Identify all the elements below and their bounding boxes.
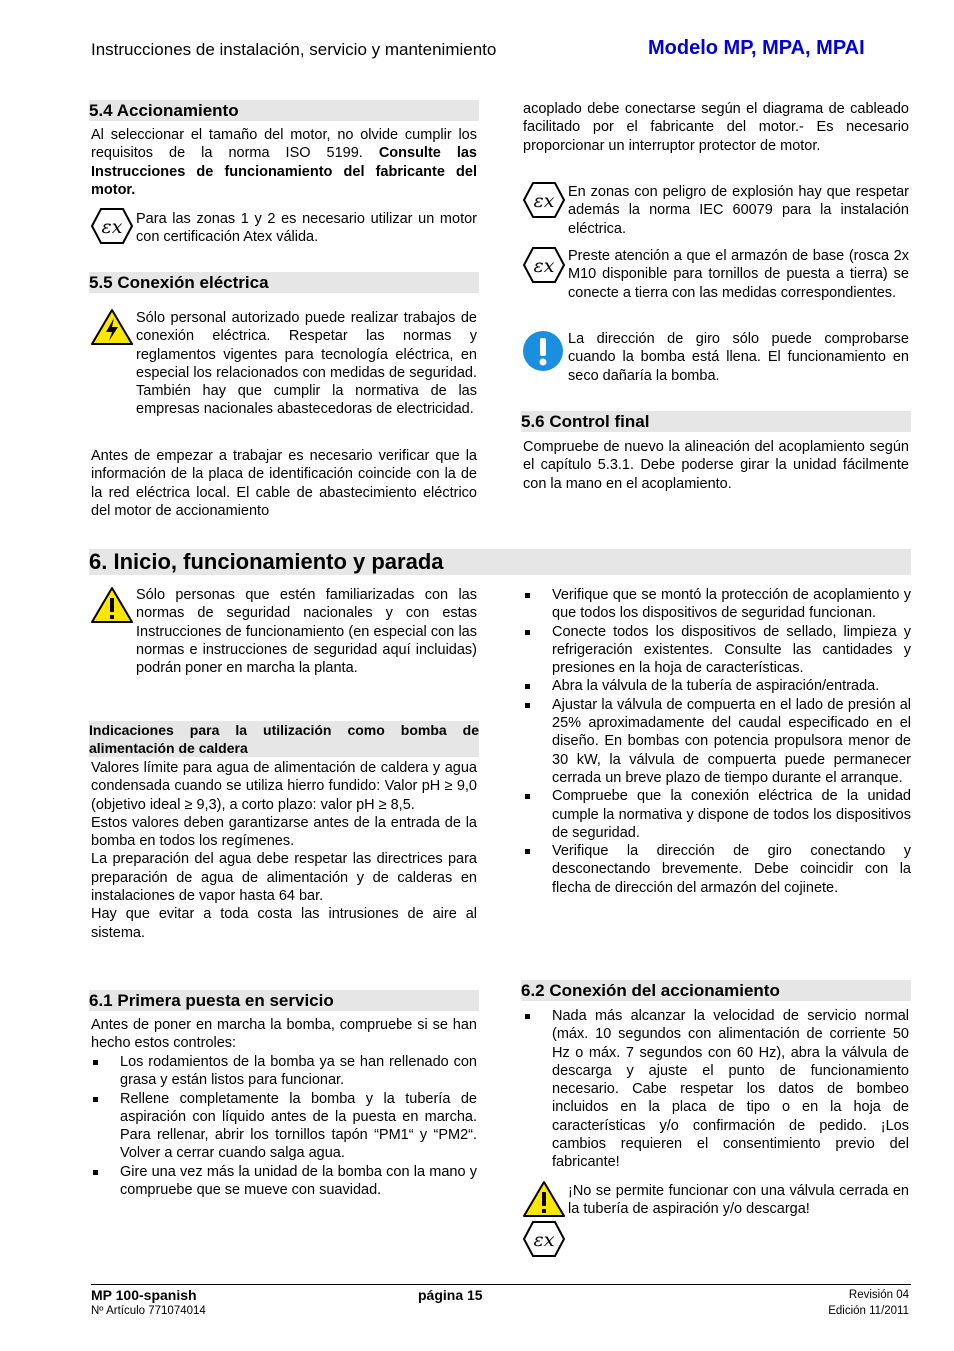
footer-edition: Edición 11/2011 [828, 1305, 909, 1317]
warning-triangle-icon [522, 1180, 566, 1218]
list-item: Conecte todos los dispositivos de sellado, limpieza y refrigeración existentes. Consulte las cantidades y presiones en la hoja de características. [523, 623, 911, 678]
section-6-1-title [89, 990, 479, 1011]
list-item: Rellene completamente la bomba y la tubería de aspiración con líquido antes de la puesta en marcha. Para rellenar, abrir los tornillos tapón “PM1“ y “PM2“. Volver a cerrar cuando salga agua. [91, 1090, 477, 1163]
footer-revision: Revisión 04 [848, 1289, 909, 1301]
boiler-air-intrusion: Hay que evitar a toda costa las intrusiones de aire al sistema. [91, 906, 477, 941]
boiler-guarantee: Estos valores deben garantizarse antes de la entrada de la bomba en todos los regímenes. [91, 814, 477, 850]
boiler-feed-paragraphs [91, 759, 477, 942]
boiler-limit-values: Valores límite para agua de alimentación de caldera y agua condensada cuando se utiliza hierro fundido: Valor pH ≥ 9,0 (objetivo ideal ≥ 9,3), a corto plazo: valor pH ≥ 8,5. [91, 760, 477, 813]
footer-divider [91, 1284, 911, 1285]
first-start-checklist [91, 1053, 477, 1199]
ex-hexagon-icon [522, 181, 566, 219]
section-5-4-title [89, 100, 479, 121]
svg-text:εx: εx [101, 216, 123, 238]
svg-text:εx: εx [533, 1229, 555, 1251]
electrical-warning-icon [90, 308, 134, 346]
section-title-text: 6.1 Primera puesta en servicio [89, 991, 334, 1010]
header-title: Instrucciones de instalación, servicio y mantenimiento [91, 40, 497, 59]
section-title-text: 5.6 Control final [521, 412, 650, 431]
svg-text:εx: εx [533, 255, 555, 277]
ex-hexagon-icon [90, 207, 134, 245]
list-item: Gire una vez más la unidad de la bomba con la mano y compruebe que se mueve con suavidad. [91, 1163, 477, 1200]
list-item: Los rodamientos de la bomba ya se han rellenado con grasa y están listos para funcionar. [91, 1053, 477, 1090]
startup-checklist [523, 586, 911, 897]
boiler-feed-subtitle [89, 721, 479, 757]
footer-document-id: MP 100-spanish [91, 1287, 197, 1303]
list-item: Nada más alcanzar la velocidad de servicio normal (máx. 10 segundos con alimentación de corriente 50 Hz o máx. 7 segundos con 60 Hz), abra la válvula de descarga y ajuste el punto de funcionamiento necesario. Cabe respetar los datos de bombeo incluidos en la placa de tipo o en la hoja de características y/o confirmación de pedido. ¡Los cambios requieren el consentimiento previo del fabricante! [523, 1007, 909, 1172]
warning-triangle-icon [90, 586, 134, 624]
atex-note: Para las zonas 1 y 2 es necesario utilizar un motor con certificación Atex válida. [136, 211, 477, 246]
model-title: Modelo MP, MPA, MPAI [648, 37, 865, 59]
boiler-water-prep: La preparación del agua debe respetar las directrices para preparación de agua de alimentación y de calderas en instalaciones de vapor hasta 64 bar. [91, 851, 477, 905]
list-item: Ajustar la válvula de compuerta en el lado de presión al 25% aproximadamente del caudal especificado en el diseño. En bombas con potencia propulsora menor de 30 kW, la válvula de compuerta puede permanecer cerrada un breve plazo de tiempo durante el arranque. [523, 696, 911, 787]
closed-valve-warning: ¡No se permite funcionar con una válvula cerrada en la tubería de aspiración y/o descarga! [568, 1183, 909, 1218]
section-5-5-paragraph-continued: acoplado debe conectarse según el diagrama de cableado facilitado por el fabricante del motor.- Es necesario proporcionar un interruptor protector de motor. [523, 101, 909, 154]
section-6-2-title [521, 980, 911, 1001]
section-5-5-paragraph: Antes de empezar a trabajar es necesario verificar que la información de la placa de identificación coincide con la de la red eléctrica local. El cable de abastecimiento eléctrico del motor de accionamiento [91, 448, 477, 519]
section-title-text: 6. Inicio, funcionamiento y parada [89, 549, 444, 574]
ex-hexagon-icon [522, 1220, 566, 1258]
section-6-title [89, 549, 911, 575]
ex-note-iec: En zonas con peligro de explosión hay que respetar además la norma IEC 60079 para la instalación eléctrica. [568, 184, 909, 237]
subtitle-text: Indicaciones para la utilización como bomba de alimentación de caldera [89, 722, 479, 756]
footer-page-number: página 15 [418, 1287, 483, 1303]
section-title-text: 6.2 Conexión del accionamiento [521, 981, 780, 1000]
section-5-5-title [89, 272, 479, 293]
ex-note-grounding: Preste atención a que el armazón de base (rosca 2x M10 disponible para tornillos de puesta a tierra) se conecte a tierra con las medidas correspondientes. [568, 248, 909, 301]
electrical-warning-text: Sólo personal autorizado puede realizar trabajos de conexión eléctrica. Respetar las normas y reglamentos vigentes para tecnología eléctrica, en especial los relacionados con medidas de seguridad. También hay que cumplir la normativa de las empresas nacionales abastecedoras de electricidad. [136, 310, 477, 418]
section-6-1-intro: Antes de poner en marcha la bomba, compruebe si se han hecho estos controles: [91, 1017, 477, 1052]
bold-text: Consulte las Instrucciones de funcionamiento del fabricante del motor. [91, 145, 477, 198]
section-5-6-title [521, 411, 911, 432]
section-title-text: 5.4 Accionamiento [89, 101, 239, 120]
ex-hexagon-icon [522, 246, 566, 284]
rotation-note: La dirección de giro sólo puede comprobarse cuando la bomba está llena. El funcionamiento en seco dañaría la bomba. [568, 331, 909, 384]
list-item: Verifique la dirección de giro conectando y desconectando brevemente. Debe coincidir con la flecha de dirección del armazón del cojinete. [523, 842, 911, 897]
footer-article-number: Nº Artículo 771074014 [91, 1305, 206, 1317]
info-exclamation-icon [522, 330, 564, 372]
section-title-text: 5.5 Conexión eléctrica [89, 273, 269, 292]
safety-warning-text: Sólo personas que estén familiarizadas con las normas de seguridad nacionales y con estas Instrucciones de funcionamiento (en especial con las normas e instrucciones de seguridad aquí incluidas) podrán poner en marcha la planta. [136, 587, 477, 677]
text: Al seleccionar el tamaño del motor, no olvide cumplir los requisitos de la norma ISO 5199. [91, 127, 477, 162]
list-item: Compruebe que la conexión eléctrica de la unidad cumple la normativa y dispone de todos los dispositivos de seguridad. [523, 787, 911, 842]
section-5-4-paragraph [91, 126, 477, 199]
section-5-6-paragraph: Compruebe de nuevo la alineación del acoplamiento según el capítulo 5.3.1. Debe poderse girar la unidad fácilmente con la mano en el acoplamiento. [523, 439, 909, 492]
svg-text:εx: εx [533, 190, 555, 212]
list-item: Abra la válvula de la tubería de aspiración/entrada. [523, 677, 911, 695]
drive-connection-list [523, 1007, 909, 1172]
list-item: Verifique que se montó la protección de acoplamiento y que todos los dispositivos de seguridad funcionan. [523, 586, 911, 623]
